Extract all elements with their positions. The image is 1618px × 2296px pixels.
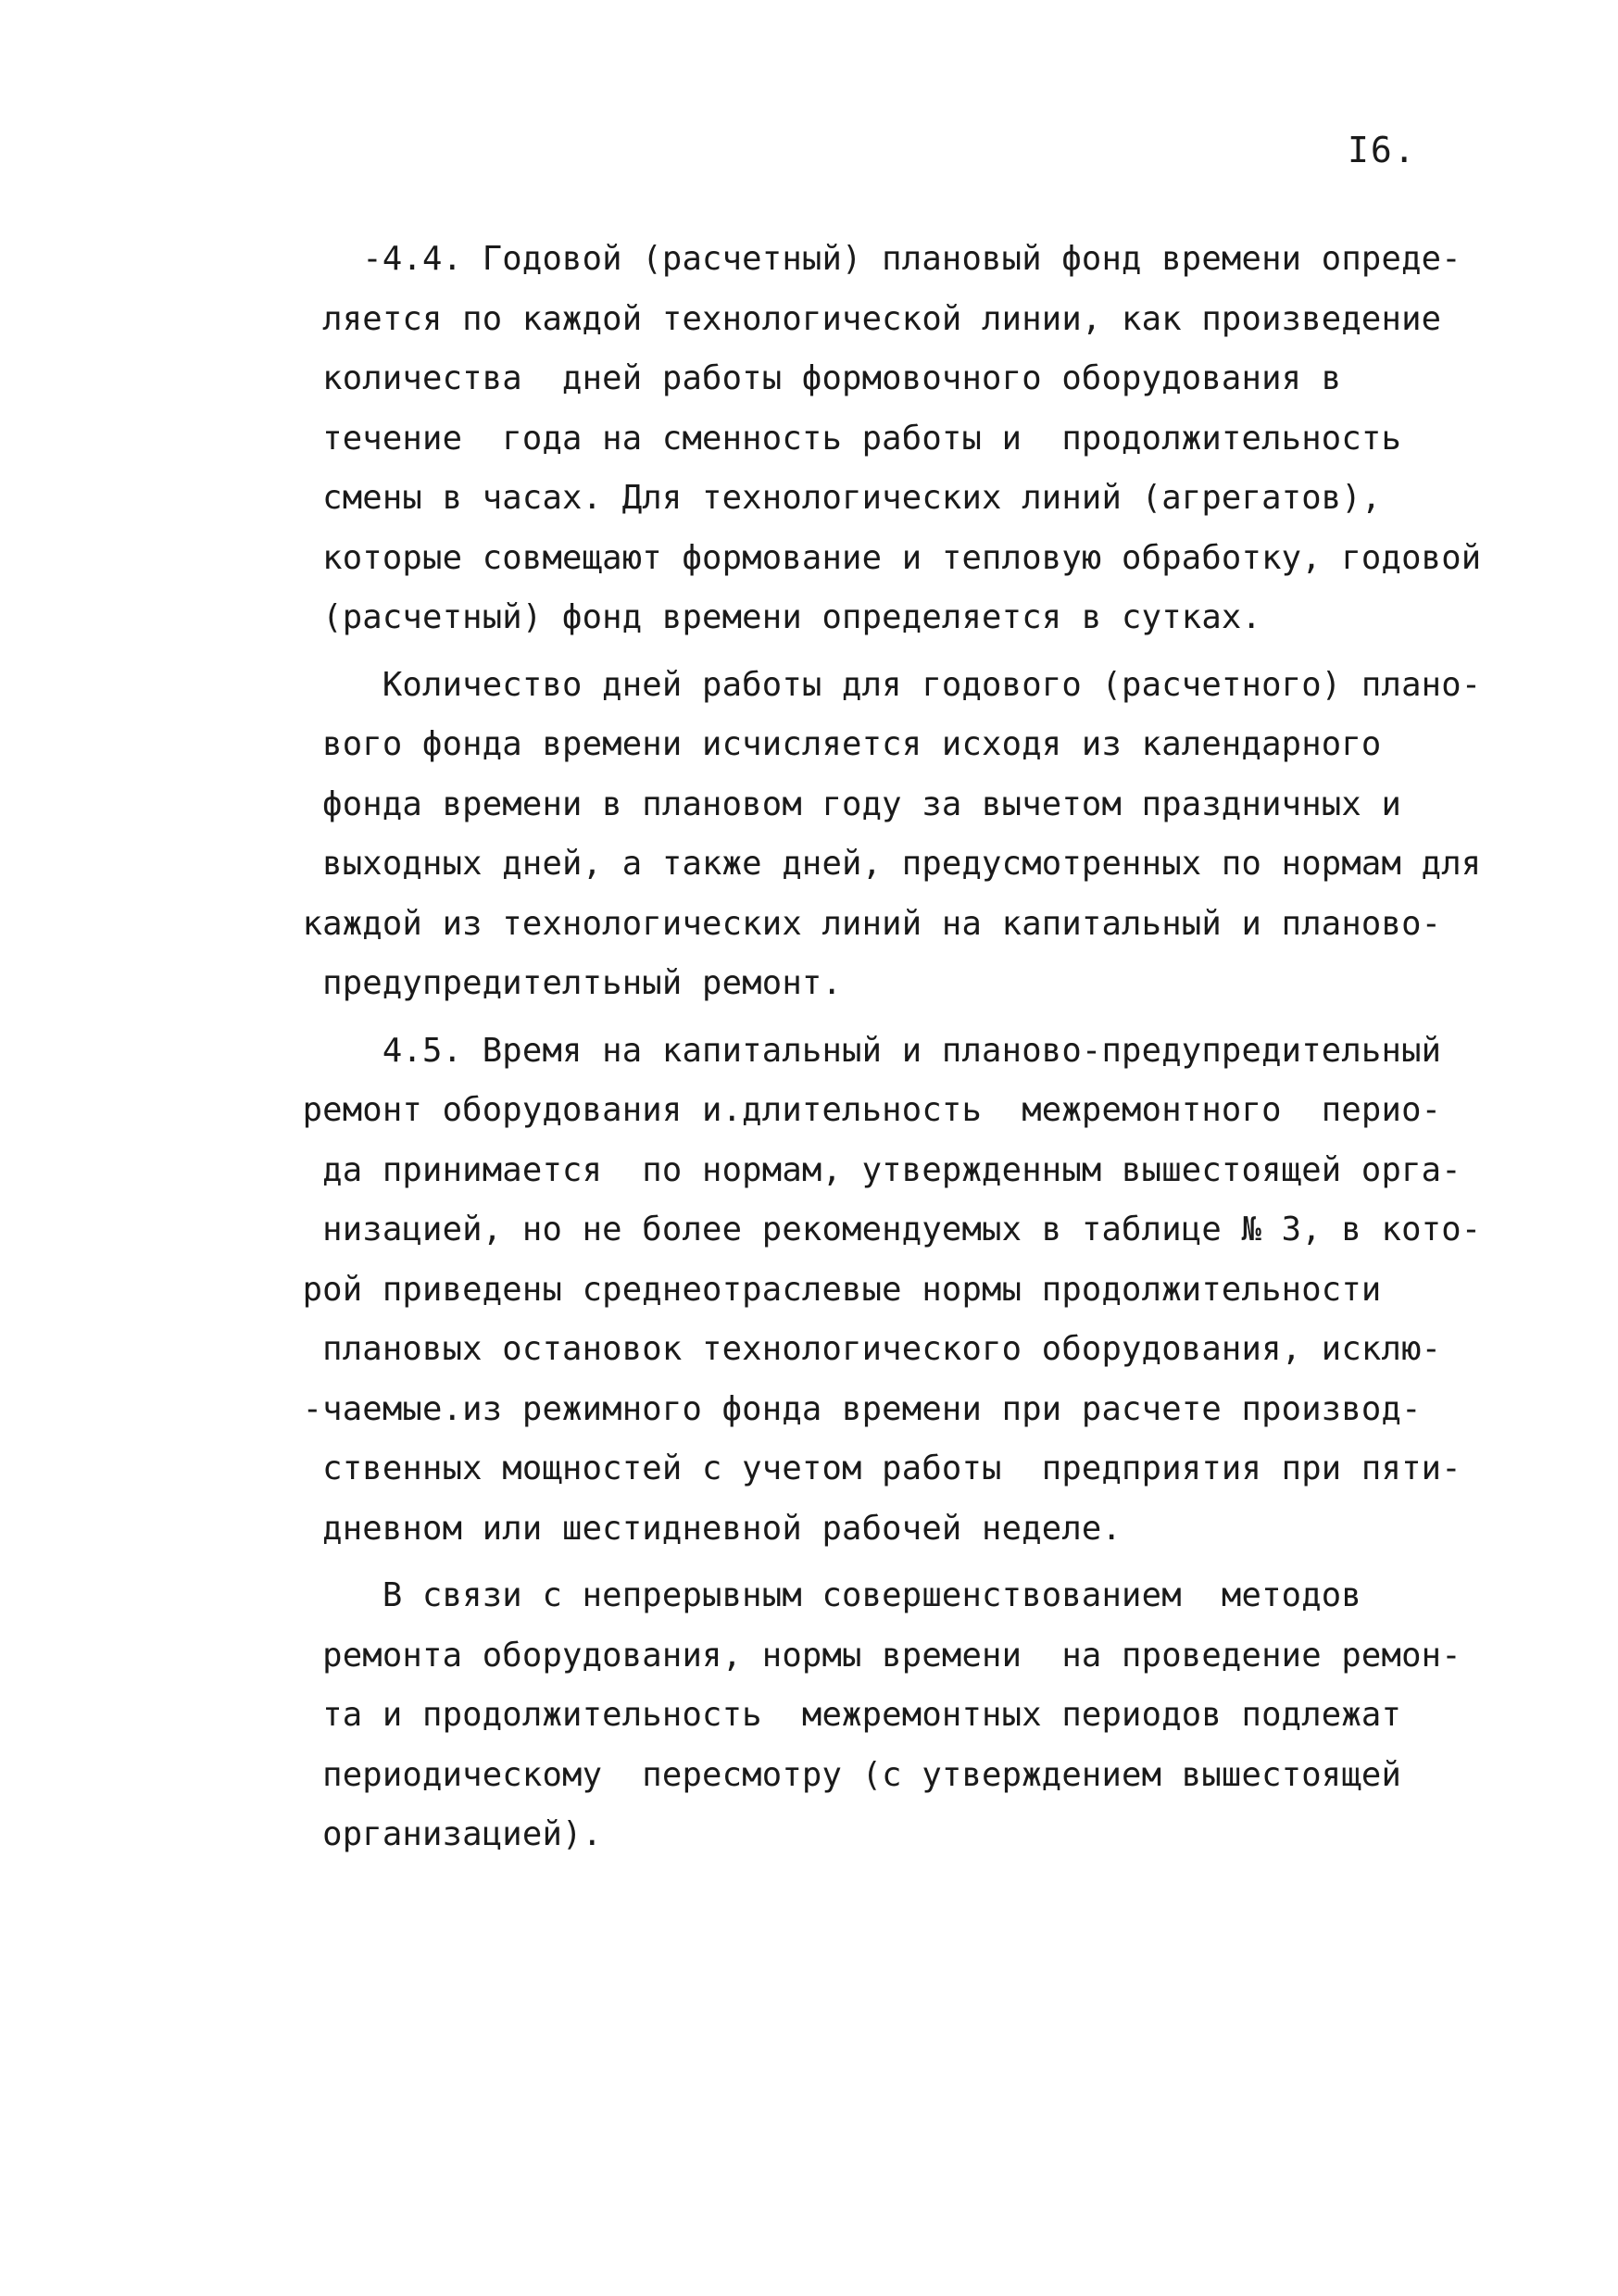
text-line: вого фонда времени исчисляется исходя из календарного bbox=[282, 725, 1382, 763]
text-line: которые совмещают формование и тепловую обработку, годовой bbox=[282, 538, 1482, 577]
text-line: ственных мощностей с учетом работы предприятия при пяти- bbox=[282, 1449, 1461, 1487]
text-line: ремонт оборудования и.длительность межремонтного перио- bbox=[282, 1091, 1442, 1129]
text-line: периодическому пересмотру (с утверждением вышестоящей bbox=[282, 1755, 1402, 1794]
text-line: выходных дней, а также дней, предусмотренных по нормам для bbox=[282, 845, 1482, 883]
text-line: да принимается по нормам, утвержденным вышестоящей орга- bbox=[282, 1150, 1461, 1189]
text-line: ляется по каждой технологической линии, как произведение bbox=[282, 299, 1442, 338]
paragraph-4-4 bbox=[282, 230, 1482, 648]
text-line: (расчетный) фонд времени определяется в сутках. bbox=[282, 598, 1262, 636]
text-line: количества дней работы формовочного оборудования в bbox=[282, 359, 1342, 397]
text-line: -чаемые.из режимного фонда времени при расчете производ- bbox=[282, 1389, 1422, 1428]
text-line: плановых остановок технологического оборудования, исклю- bbox=[282, 1330, 1442, 1368]
text-line: та и продолжительность межремонтных периодов подлежат bbox=[282, 1696, 1402, 1734]
text-line: фонда времени в плановом году за вычетом праздничных и bbox=[282, 784, 1402, 823]
body-text bbox=[282, 230, 1482, 1865]
text-line: Количество дней работы для годового (расчетного) плано- bbox=[282, 665, 1482, 704]
text-line: -4.4. Годовой (расчетный) плановый фонд времени опреде- bbox=[282, 240, 1461, 278]
text-line: каждой из технологических линий на капитальный и планово- bbox=[282, 904, 1442, 943]
text-line: смены в часах. Для технологических линий (агрегатов), bbox=[282, 479, 1382, 517]
text-line: рой приведены среднеотраслевые нормы продолжительности bbox=[282, 1270, 1382, 1309]
text-line: течение года на сменность работы и продолжительность bbox=[282, 419, 1402, 458]
paragraph-4-5 bbox=[282, 1022, 1482, 1560]
text-line: предупредителтьный ремонт. bbox=[282, 964, 843, 1002]
text-line: В связи с непрерывным совершенствованием методов bbox=[282, 1576, 1361, 1614]
text-line: низацией, но не более рекомендуемых в таблице № 3, в кото- bbox=[282, 1211, 1482, 1248]
paragraph-working-days bbox=[282, 656, 1482, 1014]
paragraph-revision bbox=[282, 1566, 1461, 1865]
text-line: дневном или шестидневной рабочей неделе. bbox=[282, 1509, 1123, 1548]
text-line: организацией). bbox=[282, 1815, 603, 1853]
text-line: 4.5. Время на капитальный и планово-предупредительный bbox=[282, 1031, 1442, 1070]
page-number: I6. bbox=[1348, 130, 1417, 170]
text-line: ремонта оборудования, нормы времени на проведение ремон- bbox=[282, 1636, 1461, 1675]
